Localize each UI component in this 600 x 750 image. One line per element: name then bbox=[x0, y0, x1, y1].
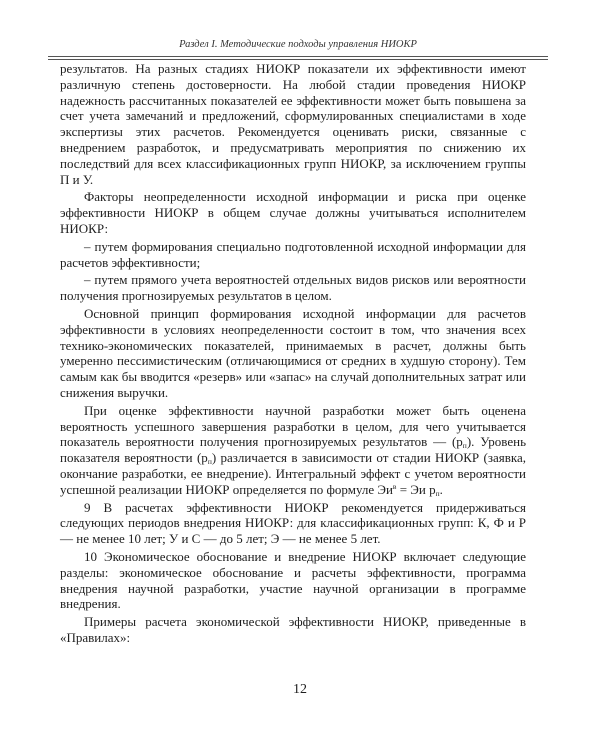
text-run: При оценке эффективности научной разработки может быть оценена вероятность успешного завершения разработки в целом, для чего учитывается показатель вероятности получения прогнозируемых результатов — (р bbox=[60, 402, 526, 450]
header-rule-top bbox=[48, 56, 548, 57]
subscript: п bbox=[207, 457, 212, 467]
subscript: п bbox=[462, 441, 467, 451]
paragraph-item-9: 9 В расчетах эффективности НИОКР рекомендуется придерживаться следующих периодов внедрения НИОКР: для классификационных групп: К, Ф и Р — не менее 10 лет; У и С — до 5 лет; Э — не менее 5 лет. bbox=[60, 499, 526, 547]
body-text bbox=[60, 61, 526, 648]
text-run: = Эи р bbox=[396, 481, 436, 497]
text-run: ). Уровень показателя вероятности (р bbox=[60, 434, 527, 466]
paragraph-principle: Основной принцип формирования исходной информации для расчетов эффективности в условиях неопределенности состоит в том, что значения всех технико-экономических показателей, принимаемых в расчет, должны быть умеренно пессимистическим (отличающимися от средних в худшую сторону). Тем самым как бы вводится «резерв» или «запас» на случай дополнительных затрат или снижения выручки. bbox=[60, 305, 526, 400]
list-item-dash: – путем прямого учета вероятностей отдельных видов рисков или вероятности получения прогнозируемых результатов в целом. bbox=[60, 272, 526, 304]
text-run: . bbox=[439, 481, 443, 497]
list-item-dash: – путем формирования специально подготовленной исходной информации для расчетов эффективности; bbox=[60, 238, 526, 270]
running-header: Раздел I. Методические подходы управления НИОКР bbox=[179, 39, 417, 50]
page-number: 12 bbox=[293, 682, 307, 697]
paragraph-examples: Примеры расчета экономической эффективности НИОКР, приведенные в «Правилах»: bbox=[60, 614, 526, 645]
paragraph-item-10: 10 Экономическое обоснование и внедрение НИОКР включает следующие разделы: экономическое обоснование и расчеты эффективности, программа внедрения научной разработки, участие научной организации в программе внедрения. bbox=[60, 548, 526, 612]
paragraph-uncertainty: Факторы неопределенности исходной информации и риска при оценке эффективности НИОКР в общем случае должны учитываться исполнителем НИОКР: bbox=[60, 189, 526, 236]
header-rule-bottom bbox=[48, 59, 548, 60]
text-run: ) различается в зависимости от стадии НИОКР (заявка, окончание разработки, ее внедрение). Интегральный эффект с учетом вероятности успешной реализации НИОКР определяется по формуле Эи bbox=[60, 450, 526, 497]
paragraph-continuation: результатов. На разных стадиях НИОКР показатели их эффективности имеют различную степень достоверности. На любой стадии проведения НИОКР надежность рассчитанных показателей ее эффективности может быть повышена за счет учета замечаний и предложений, сформулированных специалистами в ходе экспертизы этих расчетов. Рекомендуется оценивать риски, связанные с внедрением разработок, и предусматривать мероприятия по снижению их последствий для всех классификационных групп НИОКР, за исключением группы П и У. bbox=[60, 61, 526, 187]
paragraph-probability bbox=[60, 403, 526, 498]
subscript: п bbox=[435, 488, 440, 498]
superscript: в bbox=[392, 481, 397, 491]
